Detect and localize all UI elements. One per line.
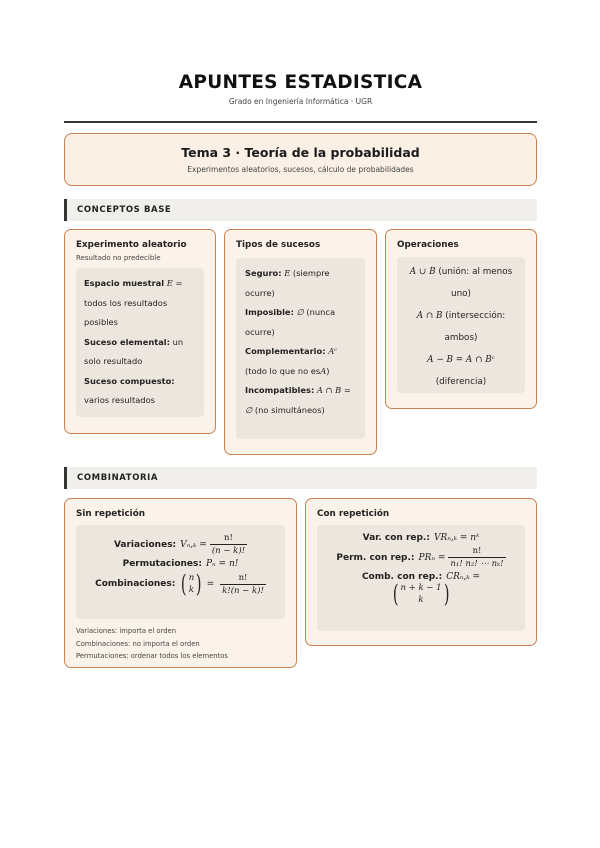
complementario-item: Complementario: Aᶜ (todo lo que no esA) <box>245 346 338 376</box>
topic-box <box>64 133 537 186</box>
formulas-box <box>76 525 285 619</box>
card-title: Tipos de sucesos <box>236 240 321 250</box>
card-operaciones <box>385 229 537 409</box>
binomial: ( n + k − 1 k ) <box>392 580 450 608</box>
section-header-combinatoria: COMBINATORIA <box>64 467 537 489</box>
header-divider <box>64 121 537 123</box>
formulas-box <box>317 525 525 631</box>
interseccion-item: A ∩ B (intersección: ambos) <box>416 311 506 343</box>
permutaciones-formula: Permutaciones: Pₙ = n! <box>122 559 239 569</box>
union-item: A ∪ B (unión: al menos uno) <box>409 267 513 299</box>
card-title: Sin repetición <box>76 509 146 519</box>
imposible-item: Imposible: ∅ (nunca ocurre) <box>245 307 336 337</box>
combinaciones-formula: Combinaciones: ( n k ) = $\frac{n!}{k!(n - k)!}$ <box>95 570 264 598</box>
card-title: Con repetición <box>317 509 390 519</box>
card-experimento-aleatorio <box>64 229 216 434</box>
card-con-repeticion <box>305 498 537 646</box>
comb-con-rep-formula: Comb. con rep.: CRₙ,ₖ = <box>361 572 481 582</box>
comb-con-rep-binomial-row <box>321 582 521 606</box>
topic-subtitle: Experimentos aleatorios, sucesos, cálculo de probabilidades <box>187 165 414 174</box>
note-item: Variaciones: importa el orden <box>76 627 177 635</box>
suceso-elemental-item: Suceso elemental: un solo resultado <box>84 336 184 366</box>
card-note: Resultado no predecible <box>76 254 161 262</box>
binomial: ( n k ) <box>181 570 202 598</box>
var-con-rep-formula: Var. con rep.: VRₙ,ₖ = nᵏ <box>362 533 480 543</box>
note-item: Permutaciones: ordenar todos los elementos <box>76 652 228 660</box>
definitions-box <box>76 268 204 417</box>
suceso-compuesto-item: Suceso compuesto: varios resultados <box>84 375 175 405</box>
document-title: APUNTES ESTADISTICA <box>178 72 423 93</box>
operaciones-box <box>397 257 525 393</box>
card-title: Operaciones <box>397 240 459 250</box>
fraction: $\frac{n!}{\text{n₁! n₂! ⋯ nₖ!}}$ <box>450 546 504 569</box>
card-sin-repeticion <box>64 498 297 668</box>
incompatibles-item: Incompatibles: A ∩ B = ∅ (no simultáneos) <box>245 385 351 415</box>
notes-list <box>76 625 285 663</box>
perm-con-rep-formula: Perm. con rep.: PRₙ = $\frac{n!}{\text{n₁! n₂! ⋯ nₖ!}}$ <box>336 546 504 569</box>
section-header-conceptos-base: CONCEPTOS BASE <box>64 199 537 221</box>
fraction: $\frac{n!}{k!(n - k)!}$ <box>222 572 264 596</box>
variaciones-formula: Variaciones: Vₙ,ₖ = $\frac{n!}{(n - k)!}$ <box>113 533 246 556</box>
topic-title: Tema 3 · Teoría de la probabilidad <box>181 145 420 160</box>
seguro-item: Seguro: E (siempre ocurre) <box>245 268 330 298</box>
espacio-muestral-item: Espacio muestral E = todos los resultados posibles <box>84 278 183 327</box>
tipos-box <box>236 258 365 439</box>
card-tipos-de-sucesos <box>224 229 377 455</box>
fraction: $\frac{n!}{(n - k)!}$ <box>211 533 246 556</box>
note-item: Combinaciones: no importa el orden <box>76 639 200 648</box>
document-header <box>64 72 537 106</box>
document-subtitle: Grado en Ingeniería Informática · UGR <box>228 97 373 106</box>
diferencia-item: A − B = A ∩ Bᶜ (diferencia) <box>427 355 495 387</box>
card-title: Experimento aleatorio <box>76 240 187 250</box>
